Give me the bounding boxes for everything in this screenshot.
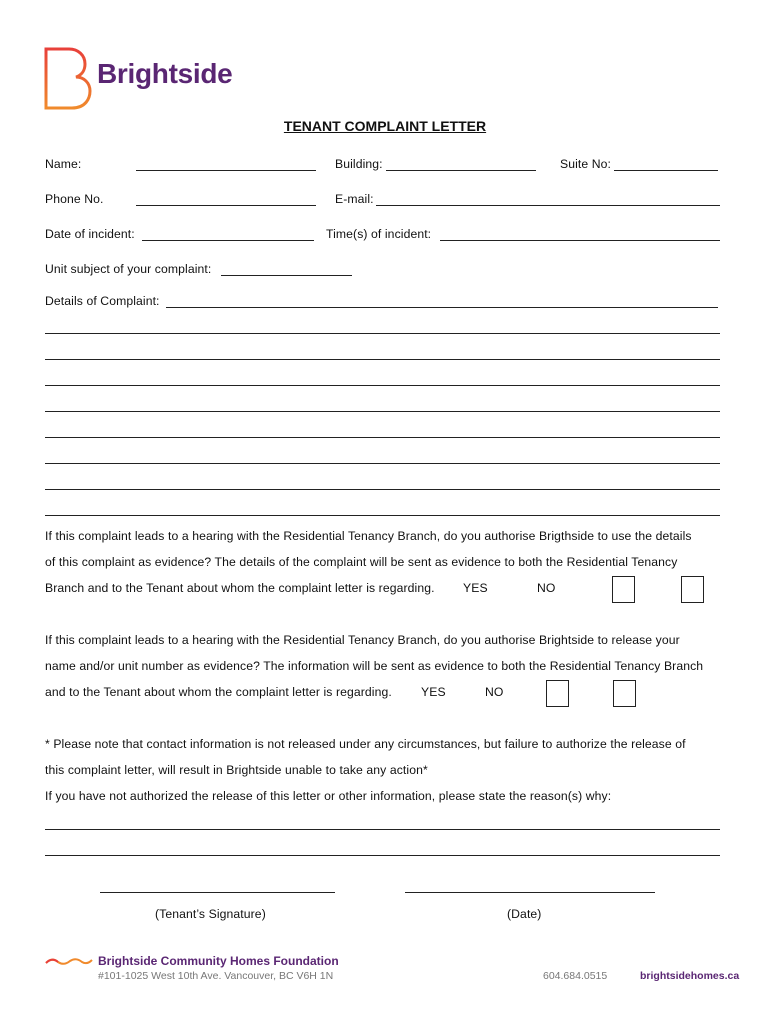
details-line[interactable] [45,489,720,490]
question1-yes-checkbox[interactable] [612,576,635,603]
reason-line[interactable] [45,829,720,830]
details-field[interactable] [166,307,718,308]
tenant-signature-label: (Tenant’s Signature) [155,907,266,921]
unit-label: Unit subject of your complaint: [45,262,212,276]
reason-line[interactable] [45,855,720,856]
signature-date-field[interactable] [405,892,655,893]
wave-icon [45,955,93,967]
footer-organization: Brightside Community Homes Foundation [98,954,339,968]
details-line[interactable] [45,385,720,386]
note-line1: * Please note that contact information is not released under any circumstances, but failure to authorize the release of [45,737,686,751]
details-line[interactable] [45,411,720,412]
question2-line2: name and/or unit number as evidence? The information will be sent as evidence to both the Residential Tenancy Branch [45,659,704,673]
building-label: Building: [335,157,383,171]
details-line[interactable] [45,333,720,334]
phone-field[interactable] [136,205,316,206]
question1-no-label: NO [537,581,556,595]
footer-phone: 604.684.0515 [543,970,608,982]
question2-no-label: NO [485,685,504,699]
email-field[interactable] [376,205,720,206]
time-of-incident-label: Time(s) of incident: [326,227,432,241]
name-field[interactable] [136,170,316,171]
building-field[interactable] [386,170,536,171]
signature-date-label: (Date) [507,907,542,921]
phone-label: Phone No. [45,192,104,206]
form-title: TENANT COMPLAINT LETTER [283,118,487,134]
suite-field[interactable] [614,170,718,171]
details-line[interactable] [45,515,720,516]
time-of-incident-field[interactable] [440,240,720,241]
question1-yes-label: YES [463,581,488,595]
question1-line2: of this complaint as evidence? The details of the complaint will be sent as evidence to both the Residential Tenancy [45,555,678,569]
note-line3: If you have not authorized the release of this letter or other information, please state the reason(s) why: [45,789,612,803]
name-label: Name: [45,157,82,171]
footer-address: #101-1025 West 10th Ave. Vancouver, BC V6H 1N [98,970,334,982]
question2-line1: If this complaint leads to a hearing with the Residential Tenancy Branch, do you authorise Brightside to release your [45,633,680,647]
question2-no-checkbox[interactable] [613,680,636,707]
question1-no-checkbox[interactable] [681,576,704,603]
footer-website[interactable]: brightsidehomes.ca [640,970,740,982]
question2-yes-checkbox[interactable] [546,680,569,707]
note-line2: this complaint letter, will result in Brightside unable to take any action* [45,763,428,777]
details-line[interactable] [45,437,720,438]
details-label: Details of Complaint: [45,294,160,308]
question1-line3: Branch and to the Tenant about whom the complaint letter is regarding. [45,581,435,595]
question2-line3: and to the Tenant about whom the complaint letter is regarding. [45,685,392,699]
unit-field[interactable] [221,275,352,276]
date-of-incident-field[interactable] [142,240,314,241]
suite-label: Suite No: [560,157,612,171]
brightside-logo-mark [42,46,94,112]
question2-yes-label: YES [421,685,446,699]
details-line[interactable] [45,359,720,360]
brand-name: Brightside [97,58,233,89]
tenant-signature-field[interactable] [100,892,335,893]
date-of-incident-label: Date of incident: [45,227,135,241]
details-line[interactable] [45,463,720,464]
question1-line1: If this complaint leads to a hearing with the Residential Tenancy Branch, do you authorise Brigthside to use the details [45,529,692,543]
email-label: E-mail: [335,192,374,206]
